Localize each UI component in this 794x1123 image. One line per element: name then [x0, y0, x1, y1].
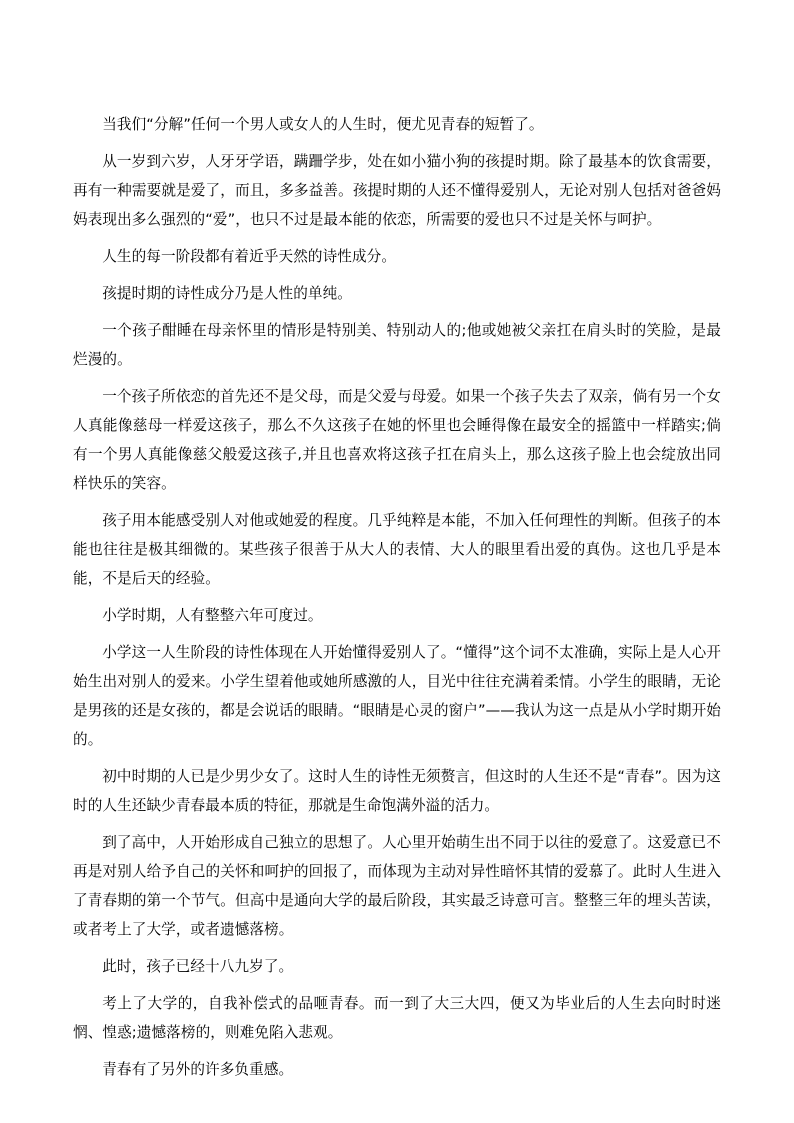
paragraph: 小学时期，人有整整六年可度过。	[102, 607, 323, 624]
paragraph: 从一岁到六岁，人牙牙学语，蹒跚学步，处在如小猫小狗的孩提时期。除了最基本的饮食需要，再有一种需要就是爱了，而且，多多益善。孩提时期的人还不懂得爱别人，无论对别人包括对爸爸妈妈表现出多么强烈的“爱”，也只不过是最本能的依恋，所需要的爱也只不过是关怀与呵护。	[73, 153, 721, 228]
paragraph: 一个孩子所依恋的首先还不是父母，而是父爱与母爱。如果一个孩子失去了双亲，倘有另一个女人真能像慈母一样爱这孩子，那么不久这孩子在她的怀里也会睡得像在最安全的摇篮中一样踏实;倘有一个男人真能像慈父般爱这孩子,并且也喜欢将这孩子扛在肩头上，那么这孩子脸上也会绽放出同样快乐的笑容。	[73, 388, 721, 492]
paragraph: 初中时期的人已是少男少女了。这时人生的诗性无须赘言，但这时的人生还不是“青春”。因为这时的人生还缺少青春最本质的特征，那就是生命饱满外溢的活力。	[73, 768, 721, 814]
paragraph: 孩提时期的诗性成分乃是人性的单纯。	[102, 285, 352, 302]
essay-body	[73, 110, 721, 1092]
paragraph: 一个孩子酣睡在母亲怀里的情形是特别美、特别动人的;他或她被父亲扛在肩头时的笑脸，是最烂漫的。	[73, 322, 721, 368]
paragraph: 孩子用本能感受别人对他或她爱的程度。几乎纯粹是本能，不加入任何理性的判断。但孩子的本能也往往是极其细微的。某些孩子很善于从大人的表情、大人的眼里看出爱的真伪。这也几乎是本能，不是后天的经验。	[73, 512, 721, 587]
paragraph: 人生的每一阶段都有着近乎天然的诗性成分。	[102, 248, 397, 265]
paragraph: 青春有了另外的许多负重感。	[102, 1061, 294, 1078]
paragraph: 当我们“分解”任何一个男人或女人的人生时，便尤见青春的短暂了。	[102, 116, 544, 133]
paragraph: 考上了大学的，自我补偿式的品咂青春。而一到了大三大四，便又为毕业后的人生去向时时迷惘、惶惑;遗憾落榜的，则难免陷入悲观。	[73, 995, 721, 1041]
paragraph: 到了高中，人开始形成自己独立的思想了。人心里开始萌生出不同于以往的爱意了。这爱意已不再是对别人给予自己的关怀和呵护的回报了，而体现为主动对异性暗怀其情的爱慕了。此时人生进入了青春期的第一个节气。但高中是通向大学的最后阶段，其实最乏诗意可言。整整三年的埋头苦读，或者考上了大学，或者遗憾落榜。	[73, 834, 721, 938]
paragraph: 此时，孩子已经十八九岁了。	[102, 958, 294, 975]
paragraph: 小学这一人生阶段的诗性体现在人开始懂得爱别人了。“懂得”这个词不太准确，实际上是人心开始生出对别人的爱来。小学生望着他或她所感激的人，目光中往往充满着柔情。小学生的眼睛，无论是男孩的还是女孩的，都是会说话的眼睛。“眼睛是心灵的窗户”——我认为这一点是从小学时期开始的。	[73, 644, 721, 748]
